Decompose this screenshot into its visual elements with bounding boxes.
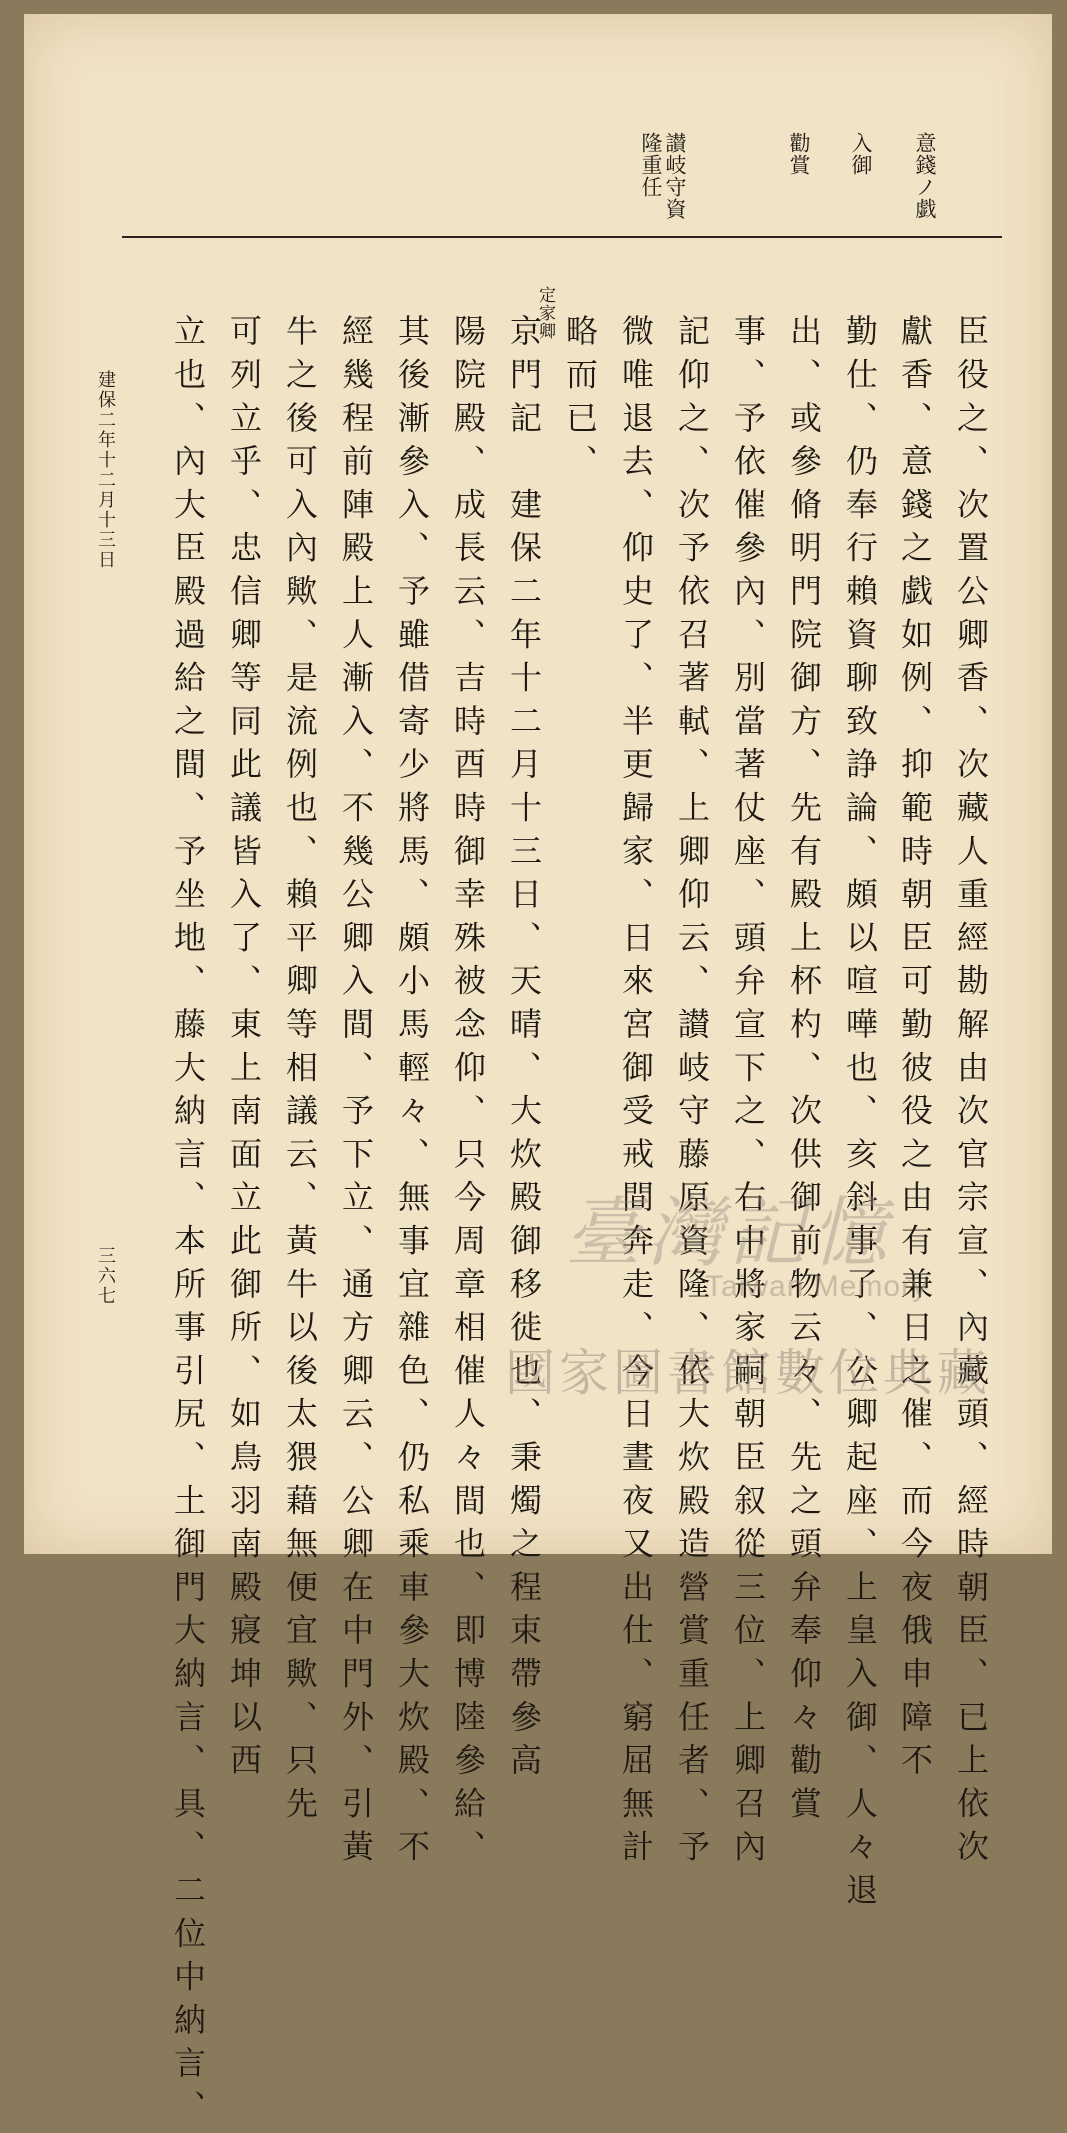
text-column-3: 勤仕、仍奉行賴資聊致諍論、頗以喧嘩也、亥斜事了、公卿起座、上皇入御、人々退 — [841, 314, 879, 1917]
text-column-4: 出、或參脩明門院御方、先有殿上杯杓、次供御前物云々、先之頭弁奉仰々勸賞 — [785, 314, 823, 1830]
text-column-10: 陽院殿、成長云、吉時酉時御幸殊被念仰、只今周章相催人々間也、即博陸參給、 — [449, 314, 487, 1873]
page-number: 三六七 — [95, 1246, 116, 1306]
author-label: 定家卿 — [535, 286, 555, 340]
text-column-7: 微唯退去、仰史了、半更歸家、日來宮御受戒間奔走、今日晝夜又出仕、窮屈無計 — [617, 314, 655, 1873]
book-page — [24, 14, 1052, 2133]
text-column-15: 立也、內大臣殿過給之間、予坐地、藤大納言、本所事引尻、土御門大納言、具、二位中納言、 — [169, 314, 207, 2133]
headnote-3: 勸賞 — [787, 132, 811, 176]
headnote-5: 隆重任 — [639, 132, 663, 198]
headnote-2: 入御 — [849, 132, 873, 176]
text-column-12: 經幾程前陣殿上人漸入、不幾公卿入間、予下立、通方卿云、公卿在中門外、引黃 — [337, 314, 375, 1873]
text-column-8: 略而已、 — [561, 314, 599, 488]
text-column-11: 其後漸參入、予雖借寄少將馬、頗小馬輕々、無事宜雜色、仍私乘車參大炊殿、不 — [393, 314, 431, 1873]
watermark-library: 國家圖書館數位典藏 — [505, 1344, 991, 1402]
headnote-1: 意錢ノ戯 — [913, 132, 937, 220]
text-column-1: 臣役之、次置公卿香、次藏人重經勘解由次官宗宣、內藏頭、經時朝臣、已上依次 — [952, 314, 990, 1873]
text-column-5: 事、予依催參內、別當著仗座、頭弁宣下之、右中將家嗣朝臣叙從三位、上卿召內 — [729, 314, 767, 1873]
headnote-4: 讃岐守資 — [663, 132, 687, 220]
watermark-english: Taiwan Memory — [705, 1270, 929, 1303]
footer-date: 建保二年十二月十三日 — [95, 370, 116, 570]
text-column-2: 獻香、意錢之戯如例、抑範時朝臣可勤彼役之由有兼日之催、而今夜俄申障不 — [896, 314, 934, 1787]
text-column-6: 記仰之、次予依召著軾、上卿仰云、讃岐守藤原資隆、依大炊殿造營賞重任者、予 — [673, 314, 711, 1873]
header-rule — [122, 236, 1002, 238]
watermark-script: 臺灣記憶 — [565, 1188, 893, 1277]
text-column-14: 可列立乎、忠信卿等同此議皆入了、東上南面立此御所、如鳥羽南殿寢坤以西 — [225, 314, 263, 1787]
text-column-9: 京門記 建保二年十二月十三日、天晴、大炊殿御移徙也、秉燭之程束帶參高 — [505, 314, 543, 1787]
text-column-13: 牛之後可入內歟、是流例也、賴平卿等相議云、黃牛以後太猥藉無便宜歟、只先 — [281, 314, 319, 1830]
